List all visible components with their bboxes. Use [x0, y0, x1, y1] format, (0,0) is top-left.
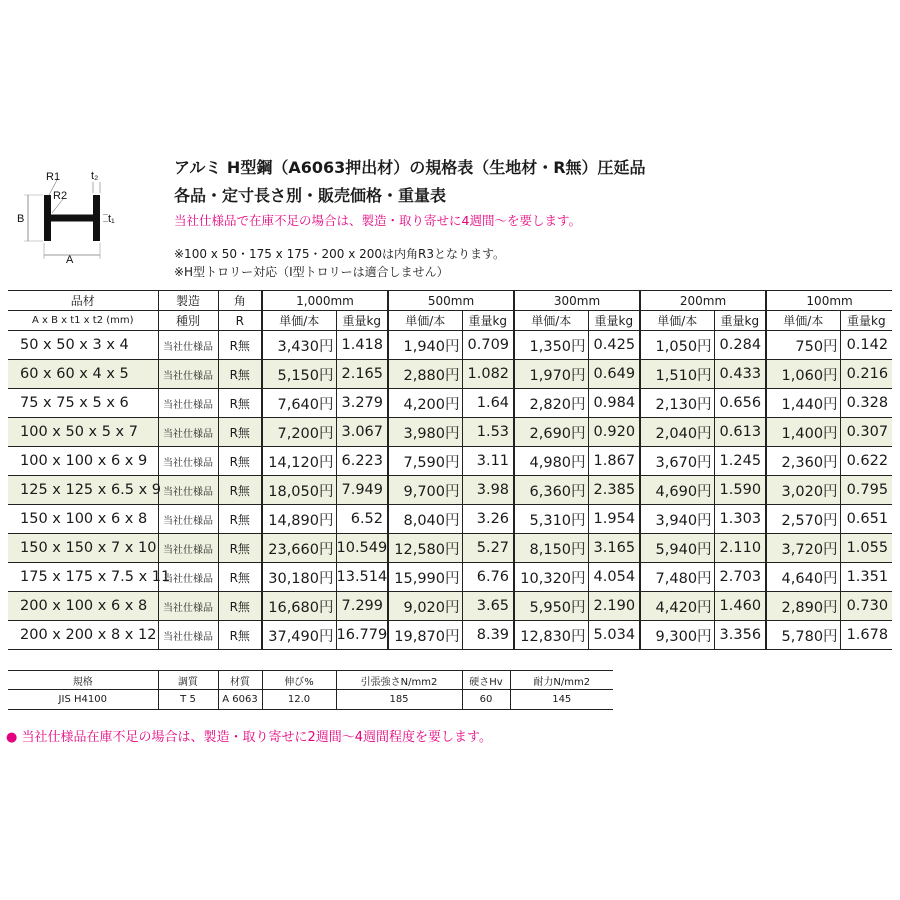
- header-length-200: 200mm: [640, 291, 766, 311]
- cell-unit-price: 8,040円: [388, 505, 462, 534]
- cell-unit-price: 9,700円: [388, 476, 462, 505]
- cell-size: 150 x 100 x 6 x 8: [8, 505, 158, 534]
- spec-material: A 6063: [218, 690, 262, 710]
- footer-notice: [6, 726, 492, 745]
- cell-weight: 2.385: [588, 476, 640, 505]
- cell-unit-price: 3,720円: [766, 534, 840, 563]
- cell-unit-price: 5,310円: [514, 505, 588, 534]
- cell-weight: 0.795: [840, 476, 892, 505]
- cell-weight: 0.142: [840, 331, 892, 360]
- cell-unit-price: 2,570円: [766, 505, 840, 534]
- cell-unit-price: 18,050円: [262, 476, 336, 505]
- cell-weight: 0.920: [588, 418, 640, 447]
- cell-weight: 1.245: [714, 447, 766, 476]
- cell-unit-price: 2,360円: [766, 447, 840, 476]
- spec-header-material: 材質: [218, 671, 262, 690]
- spec-temper: T 5: [158, 690, 218, 710]
- cell-unit-price: 1,400円: [766, 418, 840, 447]
- cell-unit-price: 4,690円: [640, 476, 714, 505]
- label-b: B: [17, 213, 25, 225]
- cell-unit-price: 1,050円: [640, 331, 714, 360]
- cell-unit-price: 9,300円: [640, 621, 714, 650]
- cell-size: 50 x 50 x 3 x 4: [8, 331, 158, 360]
- header-length-500: 500mm: [388, 291, 514, 311]
- spec-header-standard: 規格: [8, 671, 158, 690]
- cell-corner: R無: [218, 418, 262, 447]
- header-weight: 重量kg: [840, 311, 892, 331]
- cell-unit-price: 16,680円: [262, 592, 336, 621]
- cell-corner: R無: [218, 534, 262, 563]
- cell-unit-price: 3,020円: [766, 476, 840, 505]
- cell-corner: R無: [218, 592, 262, 621]
- cell-size: 200 x 200 x 8 x 12: [8, 621, 158, 650]
- cell-weight: 6.76: [462, 563, 514, 592]
- cell-unit-price: 4,200円: [388, 389, 462, 418]
- cell-unit-price: 3,940円: [640, 505, 714, 534]
- cell-weight: 2.703: [714, 563, 766, 592]
- spec-standard: JIS H4100: [8, 690, 158, 710]
- note-trolley: ※H型トロリー対応（I型トロリーは適合しません）: [174, 265, 449, 279]
- spec-header-proof: 耐力N/mm2: [510, 671, 613, 690]
- cell-weight: 0.649: [588, 360, 640, 389]
- cell-unit-price: 2,130円: [640, 389, 714, 418]
- header-weight: 重量kg: [462, 311, 514, 331]
- cell-corner: R無: [218, 331, 262, 360]
- cell-weight: 5.034: [588, 621, 640, 650]
- table-row: [8, 418, 892, 447]
- cell-kind: 当社仕様品: [158, 389, 218, 418]
- bullet-icon: ●: [6, 730, 18, 745]
- cell-kind: 当社仕様品: [158, 447, 218, 476]
- cell-weight: 0.216: [840, 360, 892, 389]
- cell-unit-price: 4,420円: [640, 592, 714, 621]
- cell-size: 200 x 100 x 6 x 8: [8, 592, 158, 621]
- cell-unit-price: 9,020円: [388, 592, 462, 621]
- cell-weight: 0.656: [714, 389, 766, 418]
- page-subtitle: 各品・定寸長さ別・販売価格・重量表: [174, 186, 447, 205]
- cell-weight: 0.328: [840, 389, 892, 418]
- spec-header-tensile: 引張強さN/mm2: [336, 671, 462, 690]
- spec-hardness: 60: [462, 690, 510, 710]
- cell-corner: R無: [218, 389, 262, 418]
- cell-weight: 3.165: [588, 534, 640, 563]
- cell-corner: R無: [218, 476, 262, 505]
- cell-weight: 3.65: [462, 592, 514, 621]
- header-material: 品材: [8, 291, 158, 311]
- cell-unit-price: 2,040円: [640, 418, 714, 447]
- cell-unit-price: 1,970円: [514, 360, 588, 389]
- cell-weight: 1.082: [462, 360, 514, 389]
- cell-unit-price: 5,780円: [766, 621, 840, 650]
- spec-proof: 145: [510, 690, 613, 710]
- table-row: [8, 389, 892, 418]
- cell-unit-price: 1,440円: [766, 389, 840, 418]
- header-material-sub: A x B x t1 x t2 (mm): [8, 311, 158, 331]
- table-row: [8, 476, 892, 505]
- cell-unit-price: 7,590円: [388, 447, 462, 476]
- cell-weight: 6.223: [336, 447, 388, 476]
- cell-weight: 1.460: [714, 592, 766, 621]
- cell-weight: 2.110: [714, 534, 766, 563]
- header-unit-price: 単価/本: [514, 311, 588, 331]
- cell-weight: 3.98: [462, 476, 514, 505]
- cell-unit-price: 7,480円: [640, 563, 714, 592]
- stock-notice: 当社仕様品で在庫不足の場合は、製造・取り寄せに4週間〜を要します。: [174, 213, 581, 228]
- cell-unit-price: 15,990円: [388, 563, 462, 592]
- h-left-flange: [44, 195, 51, 241]
- cell-weight: 4.054: [588, 563, 640, 592]
- h-right-flange: [93, 195, 100, 241]
- page-title: アルミ H型鋼（A6063押出材）の規格表（生地材・R無）圧延品: [174, 158, 646, 177]
- cell-unit-price: 2,880円: [388, 360, 462, 389]
- cell-weight: 2.165: [336, 360, 388, 389]
- header-length-300: 300mm: [514, 291, 640, 311]
- cell-weight: 0.730: [840, 592, 892, 621]
- header-length-1000: 1,000mm: [262, 291, 388, 311]
- header-unit-price: 単価/本: [640, 311, 714, 331]
- cell-weight: 3.067: [336, 418, 388, 447]
- cell-weight: 3.26: [462, 505, 514, 534]
- cell-weight: 5.27: [462, 534, 514, 563]
- cell-unit-price: 1,940円: [388, 331, 462, 360]
- cell-unit-price: 1,060円: [766, 360, 840, 389]
- cell-weight: 8.39: [462, 621, 514, 650]
- label-r1: R1: [46, 171, 61, 183]
- cell-weight: 1.303: [714, 505, 766, 534]
- cell-unit-price: 7,200円: [262, 418, 336, 447]
- cell-unit-price: 3,670円: [640, 447, 714, 476]
- cell-unit-price: 3,430円: [262, 331, 336, 360]
- header-unit-price: 単価/本: [262, 311, 336, 331]
- header-weight: 重量kg: [588, 311, 640, 331]
- label-a: A: [66, 254, 74, 266]
- cell-kind: 当社仕様品: [158, 418, 218, 447]
- cell-unit-price: 4,980円: [514, 447, 588, 476]
- h-beam-cross-section-diagram: [14, 166, 124, 266]
- cell-unit-price: 2,890円: [766, 592, 840, 621]
- cell-weight: 1.590: [714, 476, 766, 505]
- cell-unit-price: 5,950円: [514, 592, 588, 621]
- table-row: [8, 563, 892, 592]
- cell-weight: 0.613: [714, 418, 766, 447]
- table-row: [8, 447, 892, 476]
- cell-size: 150 x 150 x 7 x 10: [8, 534, 158, 563]
- cell-weight: 1.055: [840, 534, 892, 563]
- cell-size: 125 x 125 x 6.5 x 9: [8, 476, 158, 505]
- cell-unit-price: 2,690円: [514, 418, 588, 447]
- cell-unit-price: 1,350円: [514, 331, 588, 360]
- cell-weight: 0.984: [588, 389, 640, 418]
- note-inner-radius: ※100 x 50・175 x 175・200 x 200は内角R3となります。: [174, 247, 506, 261]
- cell-corner: R無: [218, 447, 262, 476]
- spec-tensile: 185: [336, 690, 462, 710]
- label-r2: R2: [53, 190, 68, 202]
- table-row: [8, 505, 892, 534]
- cell-weight: 0.307: [840, 418, 892, 447]
- spec-header-hardness: 硬さHv: [462, 671, 510, 690]
- header-corner-sub: R: [218, 311, 262, 331]
- cell-weight: 10.549: [336, 534, 388, 563]
- cell-weight: 7.299: [336, 592, 388, 621]
- cell-unit-price: 12,580円: [388, 534, 462, 563]
- label-t2: t₂: [91, 170, 99, 182]
- cell-unit-price: 750円: [766, 331, 840, 360]
- cell-weight: 1.418: [336, 331, 388, 360]
- header-unit-price: 単価/本: [766, 311, 840, 331]
- footer-notice-text: 当社仕様品在庫不足の場合は、製造・取り寄せに2週間〜4週間程度を要します。: [21, 730, 492, 745]
- cell-unit-price: 37,490円: [262, 621, 336, 650]
- cell-unit-price: 14,120円: [262, 447, 336, 476]
- cell-unit-price: 5,940円: [640, 534, 714, 563]
- cell-weight: 0.651: [840, 505, 892, 534]
- cell-unit-price: 7,640円: [262, 389, 336, 418]
- header-length-100: 100mm: [766, 291, 892, 311]
- cell-corner: R無: [218, 360, 262, 389]
- header-unit-price: 単価/本: [388, 311, 462, 331]
- table-row: [8, 592, 892, 621]
- cell-kind: 当社仕様品: [158, 476, 218, 505]
- header-corner: 角: [218, 291, 262, 311]
- cell-kind: 当社仕様品: [158, 592, 218, 621]
- spec-elongation: 12.0: [262, 690, 336, 710]
- cell-unit-price: 19,870円: [388, 621, 462, 650]
- cell-weight: 16.779: [336, 621, 388, 650]
- cell-weight: 13.514: [336, 563, 388, 592]
- cell-unit-price: 3,980円: [388, 418, 462, 447]
- cell-unit-price: 30,180円: [262, 563, 336, 592]
- spec-header-elongation: 伸び%: [262, 671, 336, 690]
- spec-row: [8, 690, 613, 710]
- cell-kind: 当社仕様品: [158, 360, 218, 389]
- cell-weight: 0.284: [714, 331, 766, 360]
- cell-weight: 1.867: [588, 447, 640, 476]
- cell-kind: 当社仕様品: [158, 534, 218, 563]
- cell-size: 100 x 100 x 6 x 9: [8, 447, 158, 476]
- table-row: [8, 534, 892, 563]
- cell-weight: 1.954: [588, 505, 640, 534]
- cell-weight: 1.53: [462, 418, 514, 447]
- cell-weight: 2.190: [588, 592, 640, 621]
- cell-weight: 0.433: [714, 360, 766, 389]
- header-weight: 重量kg: [336, 311, 388, 331]
- cell-size: 60 x 60 x 4 x 5: [8, 360, 158, 389]
- label-t1: t₁: [108, 213, 115, 225]
- cell-size: 100 x 50 x 5 x 7: [8, 418, 158, 447]
- header-mfg-sub: 種別: [158, 311, 218, 331]
- cell-kind: 当社仕様品: [158, 621, 218, 650]
- cell-weight: 0.425: [588, 331, 640, 360]
- cell-weight: 6.52: [336, 505, 388, 534]
- cell-weight: 7.949: [336, 476, 388, 505]
- cell-size: 75 x 75 x 5 x 6: [8, 389, 158, 418]
- cell-weight: 0.709: [462, 331, 514, 360]
- cell-unit-price: 6,360円: [514, 476, 588, 505]
- cell-size: 175 x 175 x 7.5 x 11: [8, 563, 158, 592]
- cell-corner: R無: [218, 621, 262, 650]
- cell-unit-price: 8,150円: [514, 534, 588, 563]
- table-row: [8, 331, 892, 360]
- cell-weight: 1.678: [840, 621, 892, 650]
- cell-weight: 0.622: [840, 447, 892, 476]
- table-row: [8, 360, 892, 389]
- table-body: [8, 331, 892, 650]
- cell-weight: 3.279: [336, 389, 388, 418]
- h-web: [51, 215, 93, 222]
- cell-weight: 1.351: [840, 563, 892, 592]
- cell-unit-price: 1,510円: [640, 360, 714, 389]
- price-weight-table: [8, 290, 892, 650]
- cell-unit-price: 23,660円: [262, 534, 336, 563]
- cell-unit-price: 10,320円: [514, 563, 588, 592]
- header-mfg: 製造: [158, 291, 218, 311]
- cell-kind: 当社仕様品: [158, 505, 218, 534]
- cell-weight: 1.64: [462, 389, 514, 418]
- header-weight: 重量kg: [714, 311, 766, 331]
- cell-kind: 当社仕様品: [158, 563, 218, 592]
- spec-header-temper: 調質: [158, 671, 218, 690]
- cell-weight: 3.356: [714, 621, 766, 650]
- cell-corner: R無: [218, 563, 262, 592]
- cell-weight: 3.11: [462, 447, 514, 476]
- cell-corner: R無: [218, 505, 262, 534]
- cell-unit-price: 12,830円: [514, 621, 588, 650]
- cell-unit-price: 14,890円: [262, 505, 336, 534]
- material-spec-table: [8, 670, 613, 710]
- table-row: [8, 621, 892, 650]
- cell-unit-price: 5,150円: [262, 360, 336, 389]
- cell-kind: 当社仕様品: [158, 331, 218, 360]
- cell-unit-price: 2,820円: [514, 389, 588, 418]
- cell-unit-price: 4,640円: [766, 563, 840, 592]
